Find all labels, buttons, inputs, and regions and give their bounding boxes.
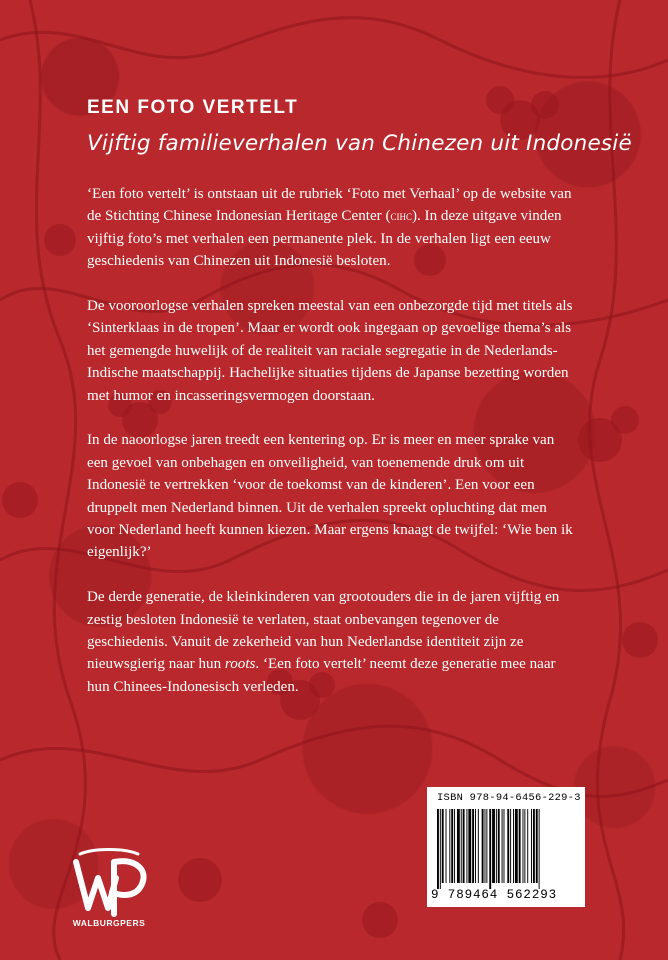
isbn-barcode — [427, 787, 585, 907]
cihc-abbreviation: cihc — [390, 209, 412, 224]
blurb — [87, 183, 577, 721]
barcode-bar — [539, 809, 540, 889]
blurb-paragraph-1-text-end: ). In deze uitgave vinden vijftig foto’s met verhalen een permanente plek. In de verhalen ligt een eeuw geschiedenis van Chinezen uit Indonesië besloten. — [87, 208, 562, 270]
blurb-paragraph-4-text: De derde generatie, de kleinkinderen van grootouders die in de jaren vijftig en zestig besloten Indonesië te verlaten, staat onbevangen tegenover de geschiedenis. Vanuit de zekerheid van hun Nederlandse identiteit zijn ze nieuwsgierig naar hun — [87, 589, 560, 673]
barcode-bar — [513, 809, 514, 883]
publisher-name: WALBURGPERS — [72, 918, 146, 928]
book-subtitle: Vijftig familieverhalen van Chinezen uit Indonesië — [87, 131, 632, 156]
blurb-paragraph-4 — [87, 586, 577, 698]
barcode-bar — [527, 809, 528, 883]
barcode-bar — [510, 809, 511, 883]
barcode-bar — [461, 809, 462, 883]
book-title: EEN FOTO VERTELT — [87, 97, 299, 118]
barcode-bar — [446, 809, 447, 883]
barcode-bar — [523, 809, 524, 883]
barcode-bar — [485, 809, 486, 883]
blurb-paragraph-4-text-end: . ‘Een foto vertelt’ neemt deze generatie mee naar hun Chinees-Indonesisch verleden. — [87, 656, 556, 695]
barcode-bar — [486, 809, 487, 883]
barcode-bar — [533, 809, 535, 883]
barcode-bar — [489, 809, 491, 889]
barcode-bar — [440, 809, 441, 889]
barcode-bar — [451, 809, 453, 883]
barcode-bar — [536, 809, 538, 883]
barcode-bar — [507, 809, 509, 883]
barcode-bars — [437, 809, 577, 889]
barcode-bar — [472, 809, 474, 883]
barcode-bar — [515, 809, 518, 883]
barcode-bar — [531, 809, 532, 883]
barcode-bar — [504, 809, 505, 883]
barcode-bar — [519, 809, 521, 883]
barcode-bar — [463, 809, 465, 883]
barcode-bar — [482, 809, 484, 883]
barcode-bar — [478, 809, 479, 883]
isbn-label: ISBN 978-94-6456-229-3 — [437, 792, 581, 804]
barcode-bar — [454, 809, 455, 883]
blurb-paragraph-2: De vooroorlogse verhalen spreken meestal van een onbezorgde tijd met titels als ‘Sinterklaas in de tropen’. Maar er wordt ook ingegaan op gevoelige thema’s als het gemengde huwelijk of de realiteit van raciale segregatie in de Nederlands-Indische maatschappij. Hachelijke situaties tijdens de Japanse bezetting worden met humor en incasseringsvermogen doorstaan. — [87, 298, 573, 404]
barcode-bar — [437, 809, 439, 889]
roots-emphasis: roots — [224, 656, 256, 673]
barcode-bar — [524, 809, 525, 883]
barcode-bar — [502, 809, 503, 883]
barcode-bar — [468, 809, 471, 883]
barcode-bar — [466, 809, 467, 883]
blurb-paragraph-1-text: ‘Een foto vertelt’ is ontstaan uit de rubriek ‘Foto met Verhaal’ op de website van de Stichting Chinese Indonesian Heritage Center ( — [87, 186, 572, 225]
barcode-bar — [457, 809, 460, 883]
barcode-digits: 9 789464 562293 — [431, 888, 558, 902]
barcode-bar — [492, 809, 495, 883]
barcode-bar — [449, 809, 450, 883]
blurb-paragraph-1 — [87, 183, 577, 273]
blurb-paragraph-3: In de naoorlogse jaren treedt een kentering op. Er is meer en meer sprake van een gevoel van onbehagen en onveiligheid, van toenemende druk om uit Indonesië te vertrekken ‘voor de toekomst van de kinderen’. Een voor een druppelt men Nederland binnen. Uit de verhalen spreekt opluchting dat men voor Nederland heeft kunnen kiezen. Maar ergens knaagt de twijfel: ‘Wie ben ik eigenlijk?’ — [87, 432, 573, 561]
barcode-bar — [496, 809, 497, 883]
barcode-bar — [475, 809, 476, 883]
barcode-bar — [442, 809, 444, 883]
barcode-bar — [498, 809, 500, 883]
